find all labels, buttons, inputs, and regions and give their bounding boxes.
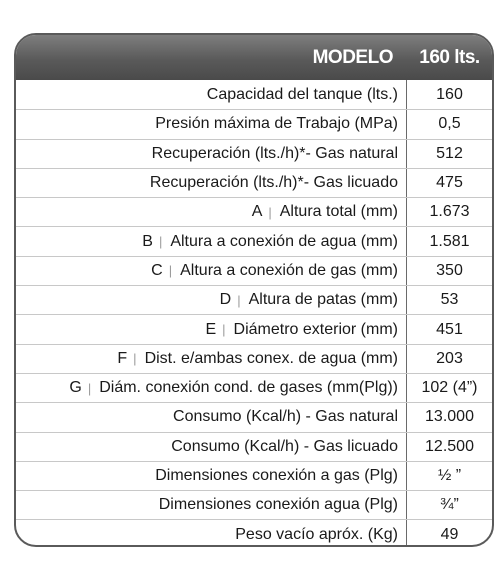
row-label-cell: [16, 403, 407, 431]
row-label: Presión máxima de Trabajo (MPa): [155, 115, 398, 133]
header-model-label: MODELO: [312, 46, 393, 68]
row-label: Consumo (Kcal/h) - Gas licuado: [171, 437, 398, 455]
row-label-cell: [16, 286, 407, 314]
table-row: [16, 80, 492, 109]
dimension-code: F: [117, 349, 128, 367]
row-label-cell: [16, 520, 407, 547]
row-label: Altura total (mm): [279, 203, 398, 221]
row-label-cell: [16, 462, 407, 490]
row-value: ½ ”: [437, 467, 462, 484]
row-value: 12.500: [425, 437, 474, 455]
row-label-cell: [16, 227, 407, 255]
table-row: [16, 197, 492, 226]
table-row: [16, 314, 492, 343]
row-label-cell: [16, 140, 407, 168]
separator-bar-icon: |: [268, 204, 272, 220]
row-value: ¾”: [440, 496, 459, 514]
separator-bar-icon: |: [133, 351, 137, 367]
row-label: Altura de patas (mm): [248, 291, 398, 309]
row-label-cell: [16, 198, 407, 226]
table-row: [16, 226, 492, 255]
row-value: 475: [436, 174, 463, 192]
row-label: Consumo (Kcal/h) - Gas natural: [173, 408, 398, 426]
table-row: [16, 109, 492, 138]
row-value: 512: [436, 144, 463, 162]
row-label: Dist. e/ambas conex. de agua (mm): [144, 349, 398, 367]
row-value: 102 (4”): [421, 379, 478, 397]
row-label-cell: [16, 491, 407, 519]
row-label: Peso vacío apróx. (Kg): [235, 525, 398, 543]
row-value: 160: [436, 85, 463, 103]
row-label: Recuperación (lts./h)*- Gas licuado: [149, 174, 398, 192]
row-label-cell: [16, 433, 407, 461]
dimension-code: C: [151, 261, 163, 279]
table-row: [16, 519, 492, 547]
dimension-code: G: [69, 379, 82, 397]
table-header: [16, 35, 492, 80]
row-value: 49: [440, 525, 459, 543]
row-value: 451: [436, 320, 463, 338]
spec-table: [14, 33, 494, 547]
table-row: [16, 256, 492, 285]
table-body: [16, 80, 492, 547]
row-label-cell: [16, 257, 407, 285]
row-value: 53: [440, 291, 459, 309]
table-row: [16, 344, 492, 373]
row-value: 350: [436, 261, 463, 279]
table-row: [16, 490, 492, 519]
row-label-cell: [16, 110, 407, 138]
table-row: [16, 432, 492, 461]
separator-bar-icon: |: [87, 380, 92, 396]
row-label: Altura a conexión de gas (mm): [180, 261, 398, 279]
table-row: [16, 402, 492, 431]
dimension-code: A: [251, 203, 263, 221]
row-label: Diám. conexión cond. de gases (mm(Plg)): [99, 379, 398, 397]
row-label-cell: [16, 345, 407, 373]
row-value: 13.000: [425, 408, 474, 426]
row-label: Capacidad del tanque (lts.): [206, 85, 398, 103]
row-label-cell: [16, 80, 407, 109]
table-row: [16, 461, 492, 490]
row-label: Altura a conexión de agua (mm): [170, 232, 398, 250]
row-label: Dimensiones conexión agua (Plg): [158, 496, 398, 514]
row-label-cell: [16, 315, 407, 343]
separator-bar-icon: |: [158, 234, 163, 250]
row-label: Dimensiones conexión a gas (Plg): [155, 467, 398, 484]
row-label-cell: [16, 169, 407, 197]
row-value: 1.581: [429, 232, 470, 250]
table-row: [16, 373, 492, 402]
separator-bar-icon: |: [237, 292, 241, 308]
table-row: [16, 285, 492, 314]
row-label: Recuperación (lts./h)*- Gas natural: [151, 144, 398, 162]
header-model-value: 160 lts.: [419, 46, 480, 68]
table-row: [16, 168, 492, 197]
row-label-cell: [16, 374, 407, 402]
row-label: Diámetro exterior (mm): [233, 320, 398, 338]
row-value: 203: [436, 349, 463, 367]
separator-bar-icon: |: [168, 263, 173, 279]
table-row: [16, 139, 492, 168]
dimension-code: E: [205, 320, 217, 338]
row-value: 1.673: [429, 203, 470, 221]
dimension-code: B: [142, 232, 153, 250]
dimension-code: D: [219, 291, 232, 309]
separator-bar-icon: |: [222, 322, 226, 338]
row-value: 0,5: [438, 115, 461, 133]
